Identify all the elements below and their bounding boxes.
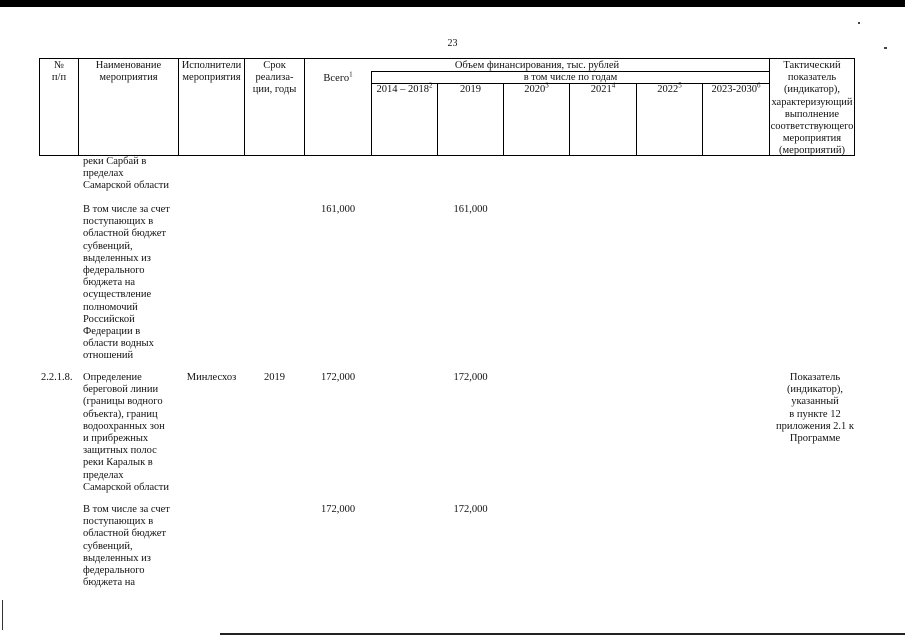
row-total: 161,000 — [320, 204, 356, 215]
row-name: реки Сарбай в пределах Самарской области — [83, 156, 169, 192]
scan-left-mark — [2, 600, 3, 630]
header-by-years: в том числе по годам — [523, 72, 618, 83]
row-indicator: Показатель (индикатор), указанный в пункте 12 приложения 2.1 к Программе — [775, 372, 855, 445]
header-year-2021: 2021$^4$ — [590, 81, 616, 95]
row-2019: 161,000 — [453, 204, 488, 215]
row-number: 2.2.1.8. — [41, 372, 73, 383]
header-financing: Объем финансирования, тыс. рублей — [454, 60, 620, 71]
table-header — [0, 0, 905, 160]
row-total: 172,000 — [320, 504, 356, 515]
row-executor: Минлесхоз — [186, 372, 237, 383]
header-total: Всего$^1$ — [323, 70, 353, 84]
header-year-2019: 2019 — [460, 84, 481, 95]
header-year-2023-2030: 2023-2030$^6$ — [711, 81, 761, 95]
header-num: № п/п — [51, 60, 67, 84]
header-year-2020: 2020$^3$ — [524, 81, 549, 95]
page-number: 23 — [447, 38, 458, 49]
header-indicator: Тактический показатель (индикатор), характеризующий выполнение соответствующего мероприятия (мероприятий) — [770, 60, 854, 157]
row-name: В том числе за счет поступающих в областной бюджет субвенций, выделенных из федерального бюджета на — [83, 504, 170, 589]
row-name: В том числе за счет поступающих в областной бюджет субвенций, выделенных из федерального бюджета на осуществление полномочий Российской Федерации в области водных отношений — [83, 204, 170, 362]
header-term: Срок реализа- ции, годы — [252, 60, 297, 96]
row-term: 2019 — [264, 372, 285, 383]
scan-bottom-line — [220, 633, 905, 635]
row-2019: 172,000 — [453, 504, 488, 515]
row-2019: 172,000 — [453, 372, 488, 383]
header-year-2022: 2022$^5$ — [657, 81, 682, 95]
header-name: Наименование мероприятия — [95, 60, 162, 84]
row-name: Определение береговой линии (границы водного объекта), границ водоохранных зон и прибрежных защитных полос реки Каралык в пределах Самарской области — [83, 372, 169, 493]
row-total: 172,000 — [320, 372, 356, 383]
header-executors: Исполнители мероприятия — [181, 60, 242, 84]
header-year-2014-2018: 2014 – 2018$^2$ — [376, 81, 433, 95]
